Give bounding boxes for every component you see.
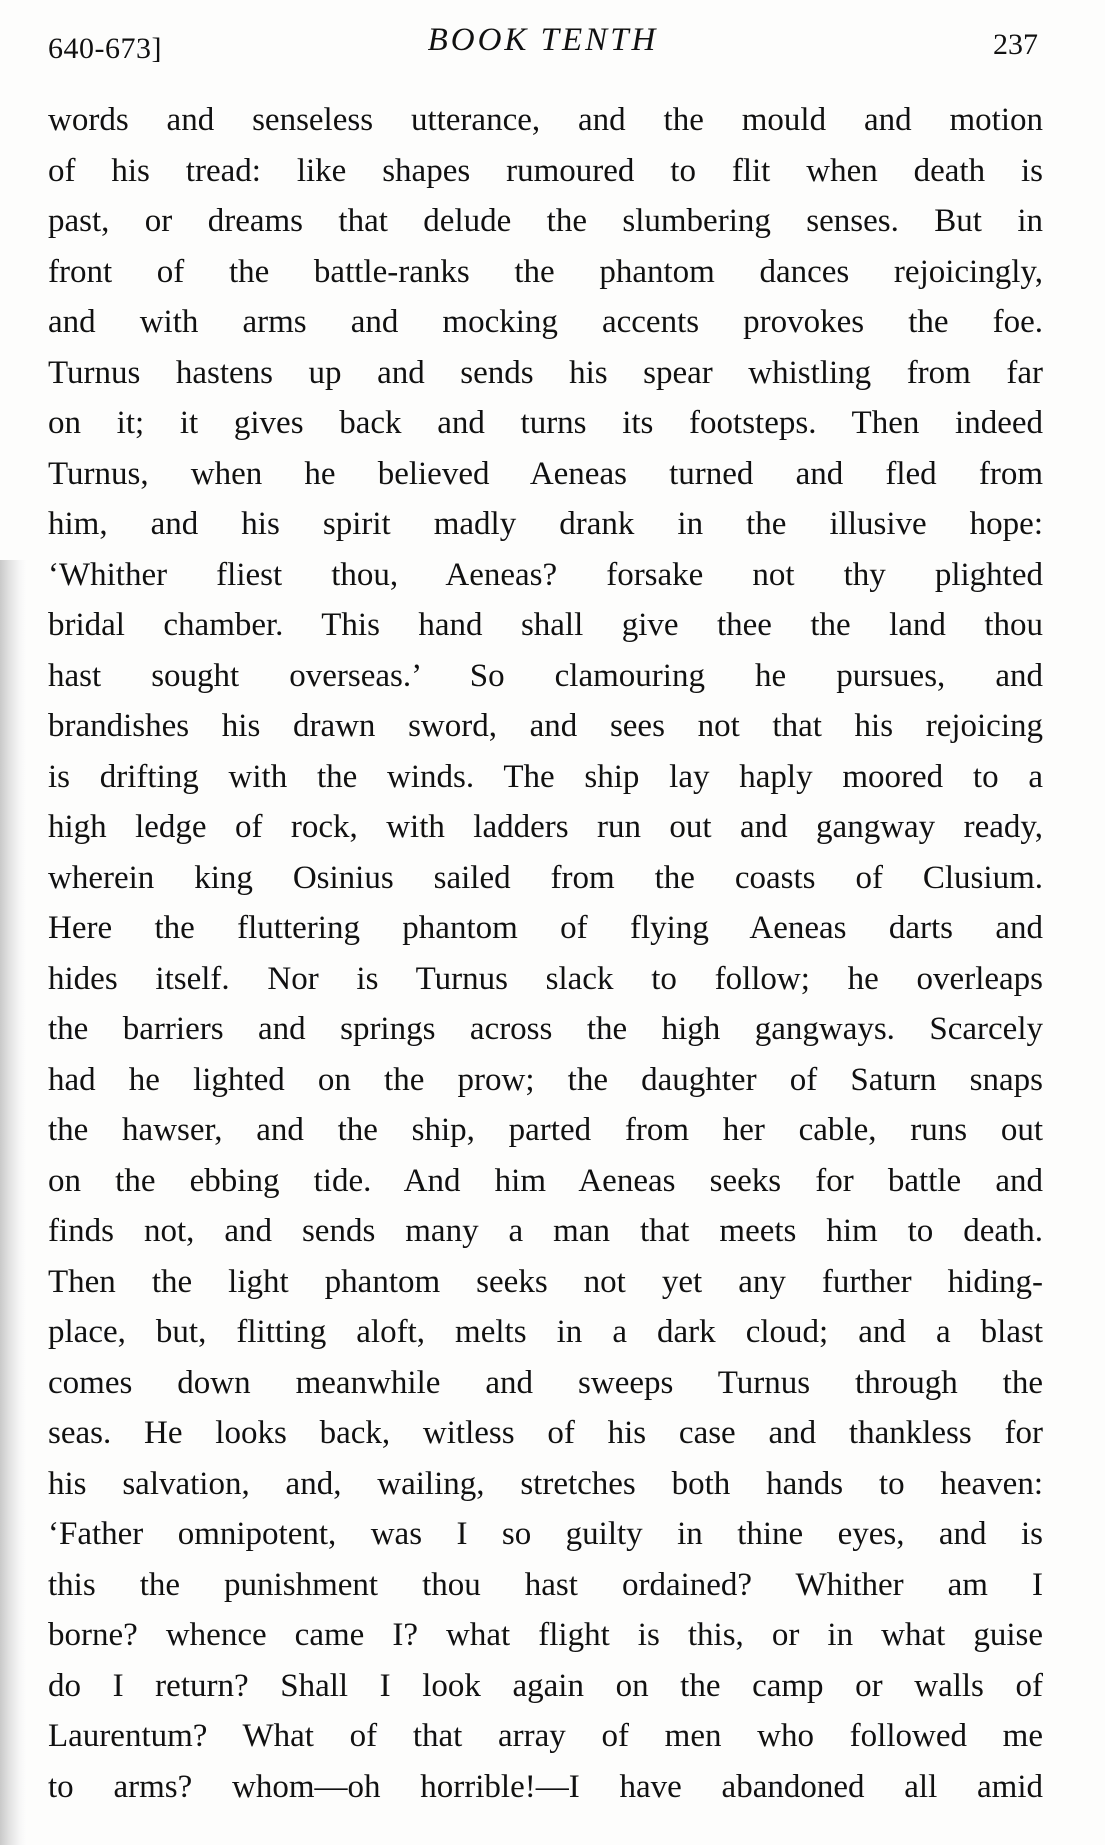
text-line: seas. He looks back, witless of his case and thankless for — [48, 1415, 1043, 1451]
text-line: is drifting with the winds. The ship lay haply moored to a — [48, 758, 1043, 795]
text-line: Turnus hastens up and sends his spear whistling from far — [48, 354, 1043, 391]
text-line: to arms? whom—oh horrible!—I have abandoned all amid — [48, 1768, 1043, 1805]
text-line: ‘Whither fliest thou, Aeneas? forsake not thy plighted — [48, 556, 1043, 593]
text-line: the hawser, and the ship, parted from her cable, runs out — [48, 1112, 1043, 1148]
binding-gutter-shadow — [0, 560, 26, 1845]
text-line: finds not, and sends many a man that meets him to death. — [48, 1213, 1043, 1249]
text-line: on it; it gives back and turns its footsteps. Then indeed — [48, 405, 1043, 441]
text-line: of his tread: like shapes rumoured to flit when death is — [48, 152, 1043, 189]
text-line: the barriers and springs across the high gangways. Scarcely — [48, 1011, 1043, 1047]
line-range: 640-673] — [48, 32, 162, 65]
text-line: and with arms and mocking accents provokes the foe. — [48, 304, 1043, 340]
text-line: his salvation, and, wailing, stretches both hands to heaven: — [48, 1465, 1043, 1502]
text-line: brandishes his drawn sword, and sees not that his rejoicing — [48, 708, 1043, 744]
text-line: had he lighted on the prow; the daughter of Saturn snaps — [48, 1061, 1043, 1098]
text-line: this the punishment thou hast ordained? Whither am I — [48, 1566, 1043, 1603]
text-line: hides itself. Nor is Turnus slack to follow; he overleaps — [48, 960, 1043, 997]
text-line: Then the light phantom seeks not yet any further hiding- — [48, 1263, 1043, 1300]
text-line: Turnus, when he believed Aeneas turned and fled from — [48, 455, 1043, 492]
body-text — [48, 95, 1043, 1812]
text-line: do I return? Shall I look again on the camp or walls of — [48, 1667, 1043, 1704]
text-line: Here the fluttering phantom of flying Aeneas darts and — [48, 910, 1043, 946]
text-line: him, and his spirit madly drank in the illusive hope: — [48, 506, 1043, 542]
running-head — [48, 18, 1038, 68]
book-title: BOOK TENTH — [427, 22, 659, 58]
page-number: 237 — [993, 28, 1038, 61]
text-line: borne? whence came I? what flight is this, or in what guise — [48, 1617, 1043, 1653]
text-line: Laurentum? What of that array of men who followed me — [48, 1718, 1043, 1754]
text-line: ‘Father omnipotent, was I so guilty in thine eyes, and is — [48, 1516, 1043, 1552]
text-line: on the ebbing tide. And him Aeneas seeks for battle and — [48, 1162, 1043, 1199]
text-line: wherein king Osinius sailed from the coasts of Clusium. — [48, 859, 1043, 896]
text-line: hast sought overseas.’ So clamouring he pursues, and — [48, 657, 1043, 694]
text-line: past, or dreams that delude the slumbering senses. But in — [48, 203, 1043, 239]
text-line: front of the battle-ranks the phantom dances rejoicingly, — [48, 253, 1043, 290]
text-line: place, but, flitting aloft, melts in a dark cloud; and a blast — [48, 1314, 1043, 1350]
text-line: high ledge of rock, with ladders run out and gangway ready, — [48, 809, 1043, 845]
text-line: comes down meanwhile and sweeps Turnus through the — [48, 1364, 1043, 1401]
text-line: words and senseless utterance, and the mould and motion — [48, 102, 1043, 138]
text-line: bridal chamber. This hand shall give thee the land thou — [48, 607, 1043, 643]
